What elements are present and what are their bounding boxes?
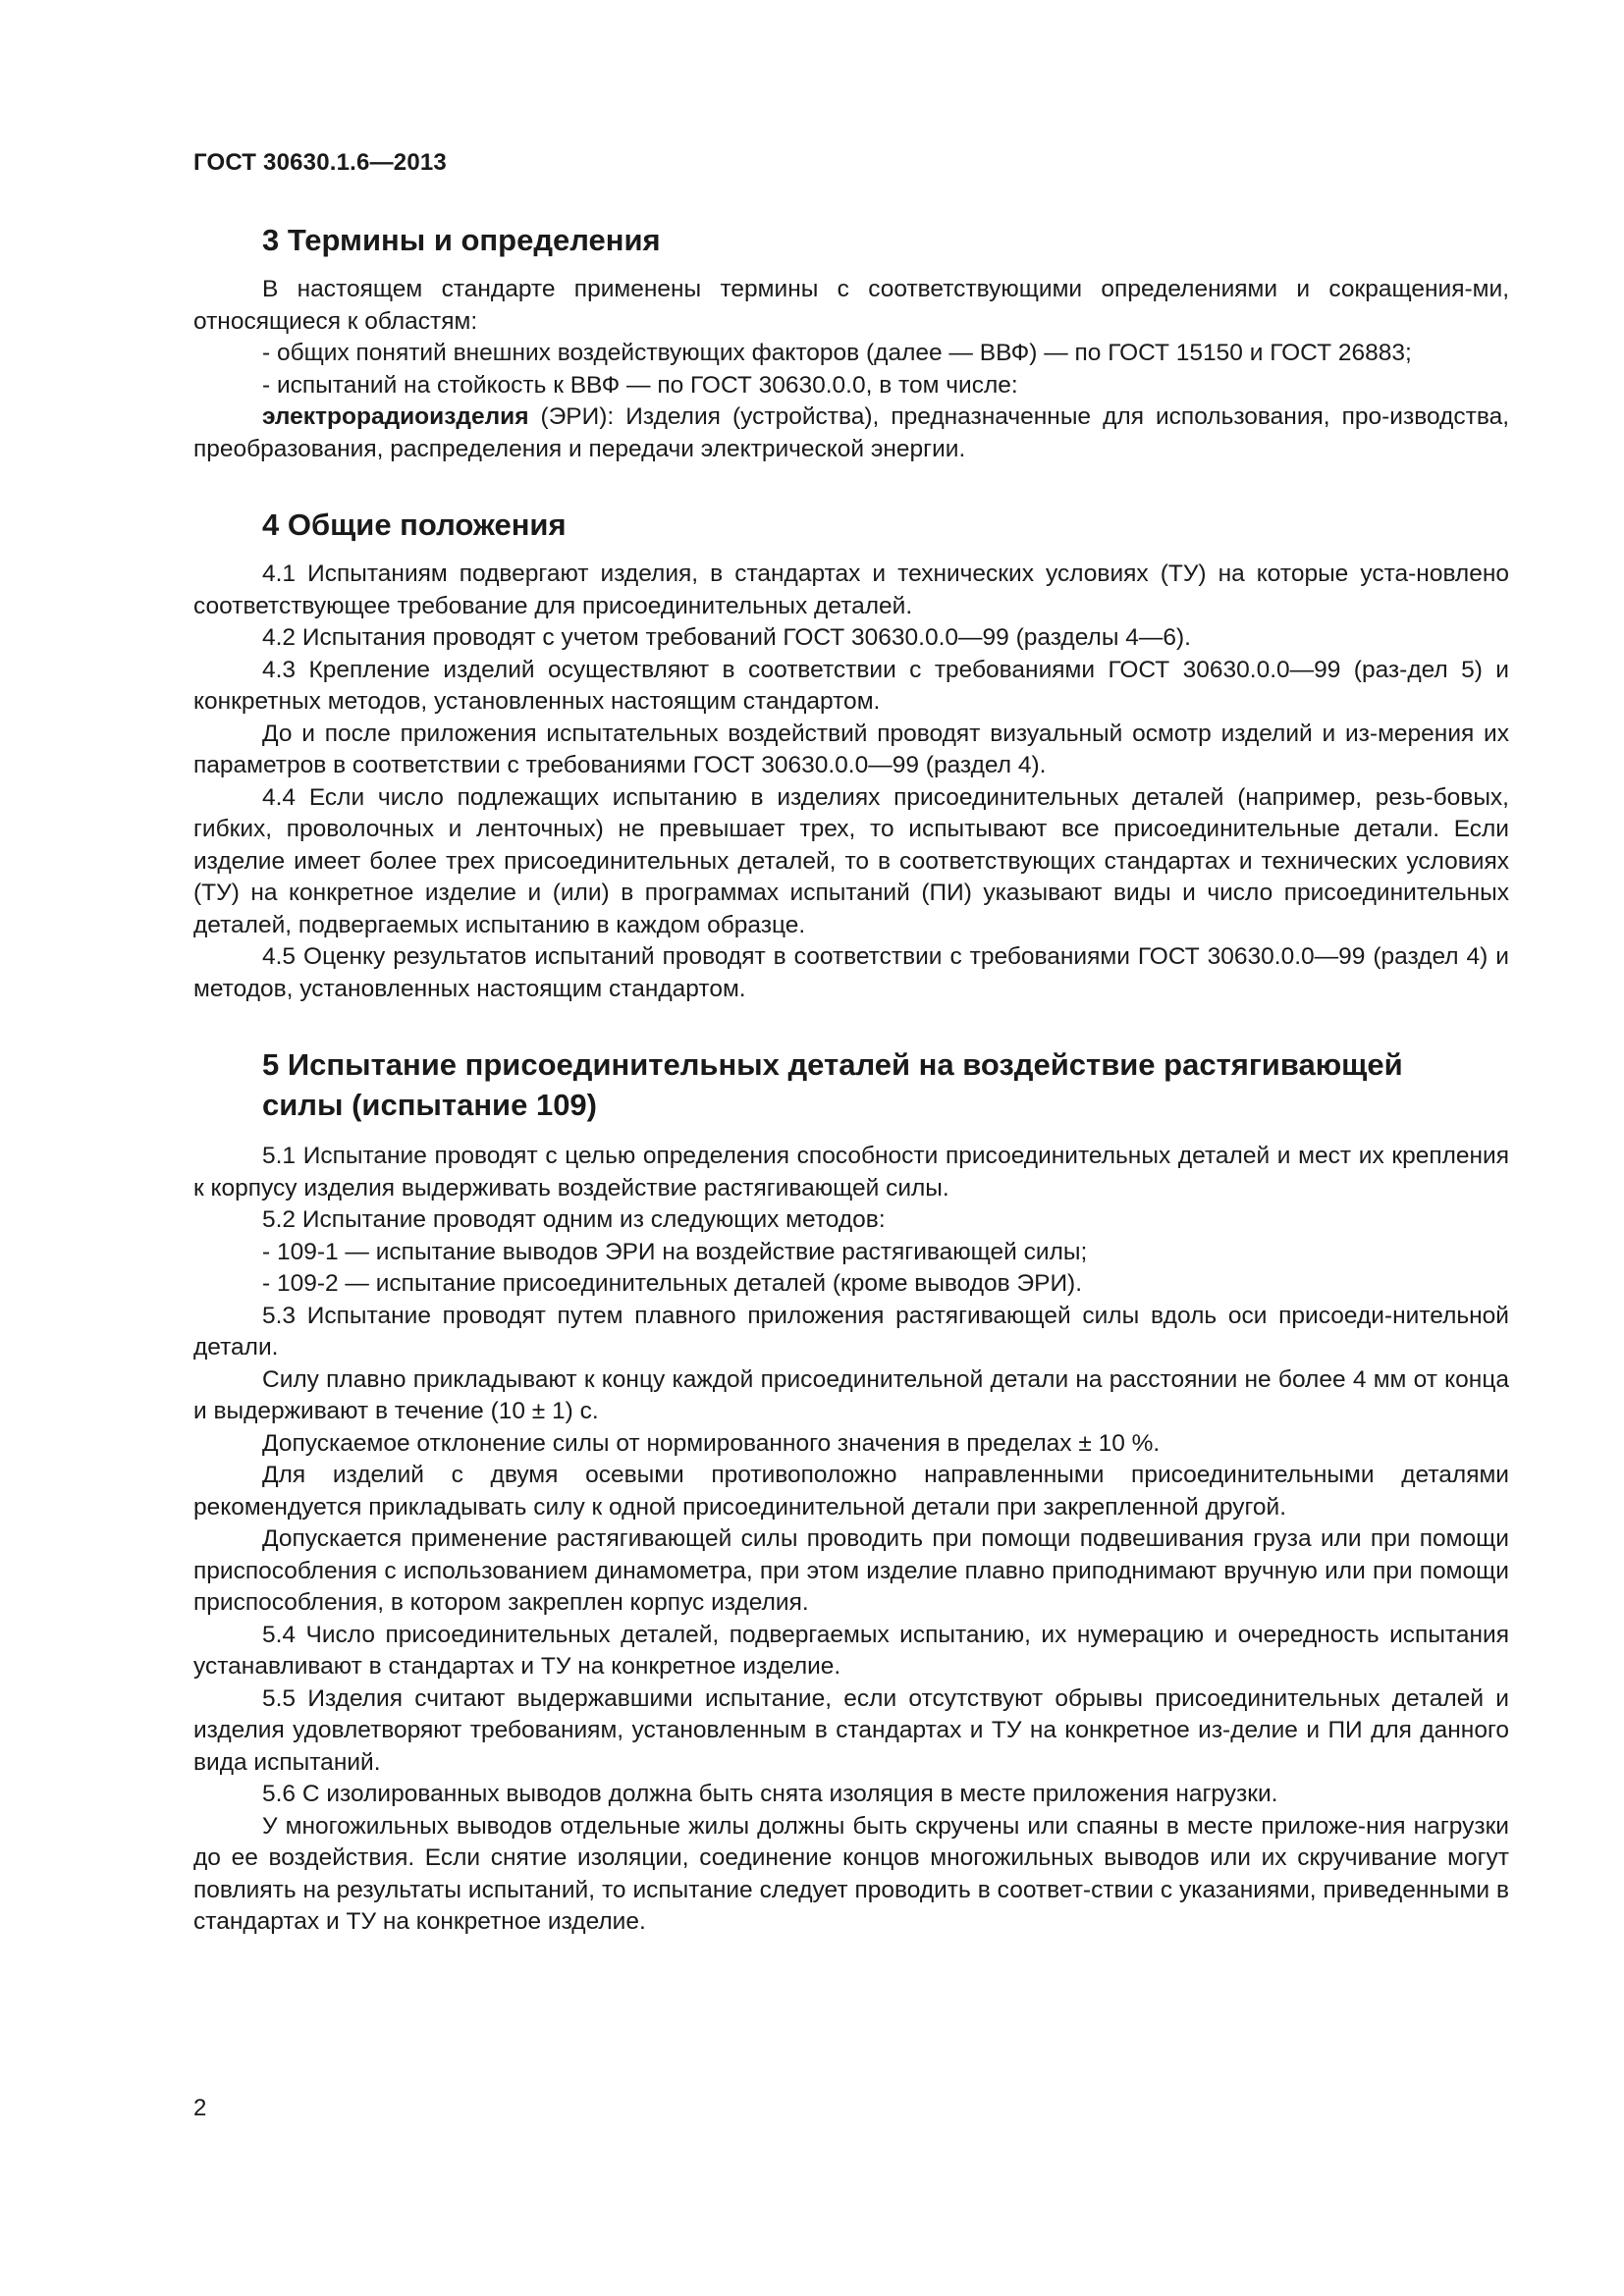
paragraph: 5.3 Испытание проводят путем плавного приложения растягивающей силы вдоль оси присоеди-нительной детали. <box>193 1302 1509 1361</box>
paragraph: 4.3 Крепление изделий осуществляют в соответствии с требованиями ГОСТ 30630.0.0—99 (раз-дел 5) и конкретных методов, установленных настоящим стандартом. <box>193 656 1509 715</box>
section-5-title <box>193 1044 1509 1125</box>
section-5-title-line2: силы (испытание 109) <box>262 1088 597 1122</box>
term-name: электрорадиоизделия <box>262 403 529 430</box>
paragraph: 5.1 Испытание проводят с целью определения способности присоединительных деталей и мест их крепления к корпусу изделия выдерживать воздействие растягивающей силы. <box>193 1143 1509 1201</box>
paragraph: 5.2 Испытание проводят одним из следующих методов: <box>262 1206 886 1233</box>
paragraph: 4.4 Если число подлежащих испытанию в изделиях присоединительных деталей (например, резь-бовых, гибких, проволочных и ленточных) не превышает трех, то испытывают все присоединительные детали. Если изделие имеет более трех присоединительных деталей, то в соответствующих стандартах и технических условиях (ТУ) на конкретное изделие и (или) в программах испытаний (ПИ) указывают виды и число присоединительных деталей, подвергаемых испытанию в каждом образце. <box>193 783 1509 938</box>
paragraph: 5.5 Изделия считают выдержавшими испытание, если отсутствуют обрывы присоединительных деталей и изделия удовлетворяют требованиям, установленным в стандартах и ТУ на конкретное из-делие и ПИ для данного вида испытаний. <box>193 1684 1509 1776</box>
paragraph: 4.1 Испытаниям подвергают изделия, в стандартах и технических условиях (ТУ) на которые уста-новлено соответствующее требование для присоединительных деталей. <box>193 561 1509 619</box>
paragraph: Для изделий с двумя осевыми противоположно направленными присоединительными деталями рекомендуется прикладывать силу к одной присоединительной детали при закрепленной другой. <box>193 1462 1509 1521</box>
paragraph: До и после приложения испытательных воздействий проводят визуальный осмотр изделий и из-мерения их параметров в соответствии с требованиями ГОСТ 30630.0.0—99 (раздел 4). <box>193 720 1509 778</box>
paragraph: 4.2 Испытания проводят с учетом требований ГОСТ 30630.0.0—99 (разделы 4—6). <box>262 624 1191 651</box>
paragraph: 4.5 Оценку результатов испытаний проводят в соответствии с требованиями ГОСТ 30630.0.0—99 (раздел 4) и методов, установленных настоящим стандартом. <box>193 943 1509 1002</box>
page-number: 2 <box>193 2095 207 2121</box>
section-5 <box>193 1044 1509 1939</box>
term-text: (ЭРИ): Изделия (устройства), предназначенные для использования, про-изводства, преобразования, распределения и передачи электрической энергии. <box>193 403 1509 462</box>
section-5-title-line1: 5 Испытание присоединительных деталей на воздействие растягивающей <box>262 1047 1403 1082</box>
paragraph: 5.4 Число присоединительных деталей, подвергаемых испытанию, их нумерацию и очередность испытания устанавливают в стандартах и ТУ на конкретное изделие. <box>193 1621 1509 1680</box>
section-3-title: 3 Термины и определения <box>262 223 661 257</box>
paragraph: В настоящем стандарте применены термины с соответствующими определениями и сокращения-ми, относящиеся к областям: <box>193 276 1509 335</box>
list-item: - испытаний на стойкость к ВВФ — по ГОСТ 30630.0.0, в том числе: <box>262 371 1018 399</box>
document-body <box>193 220 1509 1939</box>
list-item: - 109-2 — испытание присоединительных деталей (кроме выводов ЭРИ). <box>262 1270 1083 1297</box>
list-item: - 109-1 — испытание выводов ЭРИ на воздействие растягивающей силы; <box>262 1238 1088 1265</box>
paragraph: 5.6 С изолированных выводов должна быть снята изоляция в месте приложения нагрузки. <box>262 1781 1278 1807</box>
paragraph: Силу плавно прикладывают к концу каждой присоединительной детали на расстоянии не более 4 мм от конца и выдерживают в течение (10 ± 1) с. <box>193 1365 1509 1424</box>
section-4-title: 4 Общие положения <box>262 507 567 542</box>
paragraph: Допускается применение растягивающей силы проводить при помощи подвешивания груза или при помощи приспособления с использованием динамометра, при этом изделие плавно приподнимают вручную или при помощи приспособления, в котором закреплен корпус изделия. <box>193 1525 1509 1616</box>
term-definition <box>193 401 1509 465</box>
list-item: - общих понятий внешних воздействующих факторов (далее — ВВФ) — по ГОСТ 15150 и ГОСТ 26883; <box>262 340 1412 366</box>
section-3 <box>193 220 1509 465</box>
section-4 <box>193 505 1509 1005</box>
document-header: ГОСТ 30630.1.6—2013 <box>193 149 447 176</box>
paragraph: Допускаемое отклонение силы от нормированного значения в пределах ± 10 %. <box>262 1429 1161 1457</box>
paragraph: У многожильных выводов отдельные жилы должны быть скручены или спаяны в месте приложе-ния нагрузки до ее воздействия. Если снятие изоляции, соединение концов многожильных выводов или их скручивание могут повлиять на результаты испытаний, то испытание следует проводить в соответ-ствии с указаниями, приведенными в стандартах и ТУ на конкретное изделие. <box>193 1812 1509 1935</box>
